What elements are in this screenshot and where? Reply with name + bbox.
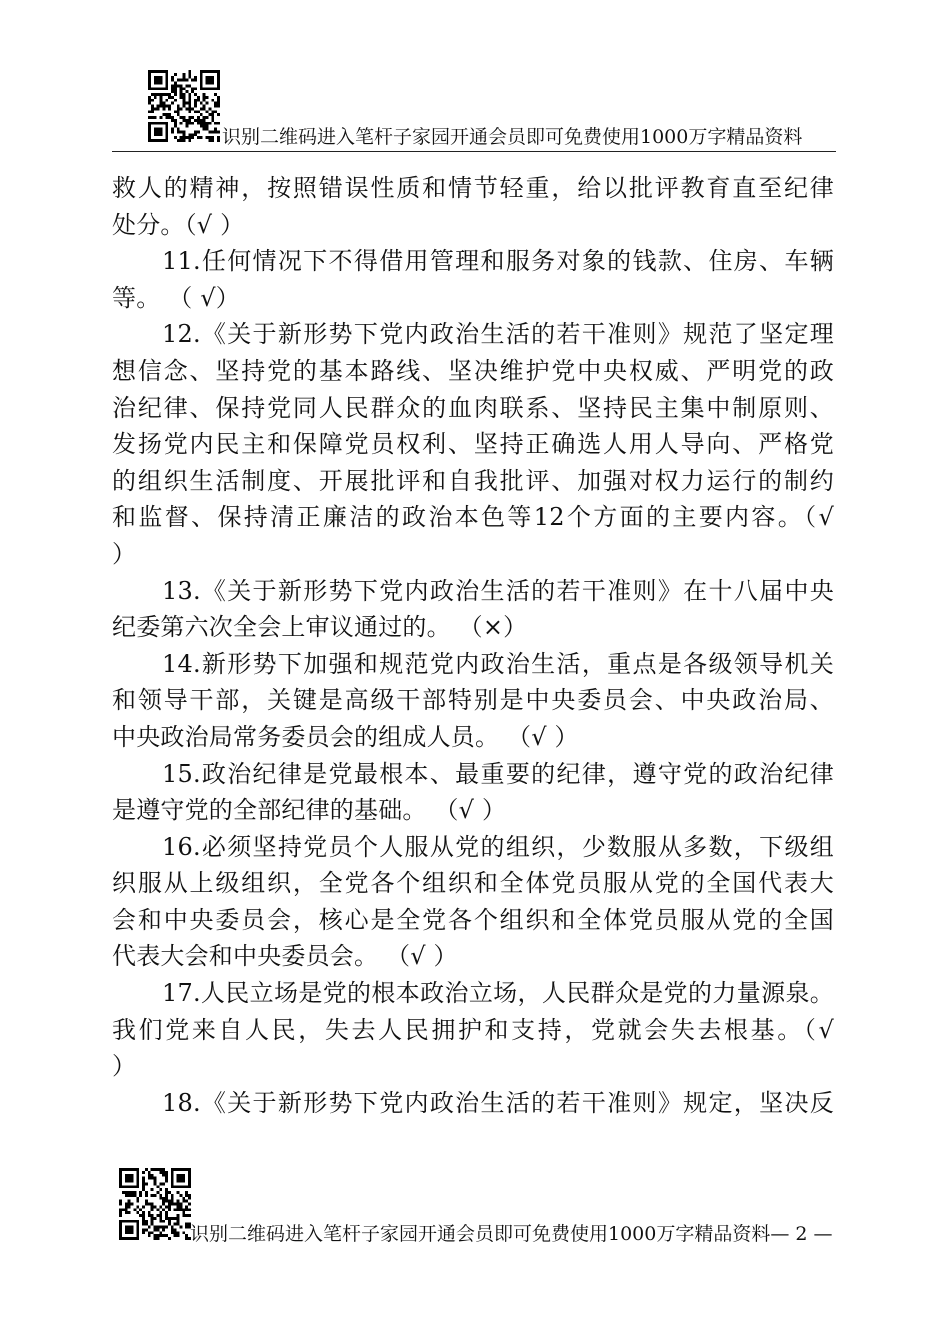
text-line: 17.人民立场是党的根本政治立场，人民群众是党的力量源泉。 xyxy=(162,979,834,1008)
document-body xyxy=(112,170,834,1121)
text-line: 救人的精神，按照错误性质和情节轻重，给以批评教育直至纪律 xyxy=(112,174,834,202)
text-line: 中央政治局常务委员会的组成人员。 （√ ） xyxy=(112,722,579,751)
text-line: 14.新形势下加强和规范党内政治生活，重点是各级领导机关 xyxy=(162,649,834,678)
header-divider xyxy=(112,151,836,152)
header-promo-text: 识别二维码进入笔杆子家园开通会员即可免费使用1000万字精品资料 xyxy=(222,126,803,148)
text-line: 18.《关于新形势下党内政治生活的若干准则》规定，坚决反 xyxy=(162,1088,834,1117)
text-line: 我们党来自人民，失去人民拥护和支持，党就会失去根基。（√ xyxy=(112,1015,834,1044)
qr-code-icon xyxy=(119,1168,191,1240)
text-line: ） xyxy=(112,539,137,568)
text-line: 代表大会和中央委员会。 （√ ） xyxy=(112,942,458,971)
text-line: 是遵守党的全部纪律的基础。 （√ ） xyxy=(112,796,507,825)
text-line: 织服从上级组织，全党各个组织和全体党员服从党的全国代表大 xyxy=(112,869,834,898)
text-line: 和监督、保持清正廉洁的政治本色等12个方面的主要内容。（√ xyxy=(112,503,834,532)
text-line: 等。 （ √） xyxy=(112,283,240,312)
text-line: 治纪律、保持党同人民群众的血肉联系、坚持民主集中制原则、 xyxy=(112,393,834,422)
text-line: ） xyxy=(112,1052,137,1081)
text-line: 发扬党内民主和保障党员权利、坚持正确选人用人导向、严格党 xyxy=(112,430,834,459)
text-line: 16.必须坚持党员个人服从党的组织，少数服从多数，下级组 xyxy=(162,832,834,861)
text-line: 处分。（√ ） xyxy=(112,210,245,239)
text-line: 11.任何情况下不得借用管理和服务对象的钱款、住房、车辆 xyxy=(162,247,834,276)
text-line: 和领导干部，关键是高级干部特别是中央委员会、中央政治局、 xyxy=(112,686,834,715)
text-line: 想信念、坚持党的基本路线、坚决维护党中央权威、严明党的政 xyxy=(112,356,834,385)
text-line: 纪委第六次全会上审议通过的。 （×） xyxy=(112,613,528,642)
text-line: 15.政治纪律是党最根本、最重要的纪律，遵守党的政治纪律 xyxy=(162,759,834,788)
footer-promo-with-page-number: 识别二维码进入笔杆子家园开通会员即可免费使用1000万字精品资料— 2 — xyxy=(190,1223,833,1245)
text-line: 13.《关于新形势下党内政治生活的若干准则》在十八届中央 xyxy=(162,576,834,605)
text-line: 会和中央委员会，核心是全党各个组织和全体党员服从党的全国 xyxy=(112,905,834,934)
qr-code-icon xyxy=(148,70,220,142)
text-line: 的组织生活制度、开展批评和自我批评、加强对权力运行的制约 xyxy=(112,466,834,495)
text-line: 12.《关于新形势下党内政治生活的若干准则》规范了坚定理 xyxy=(162,320,834,349)
